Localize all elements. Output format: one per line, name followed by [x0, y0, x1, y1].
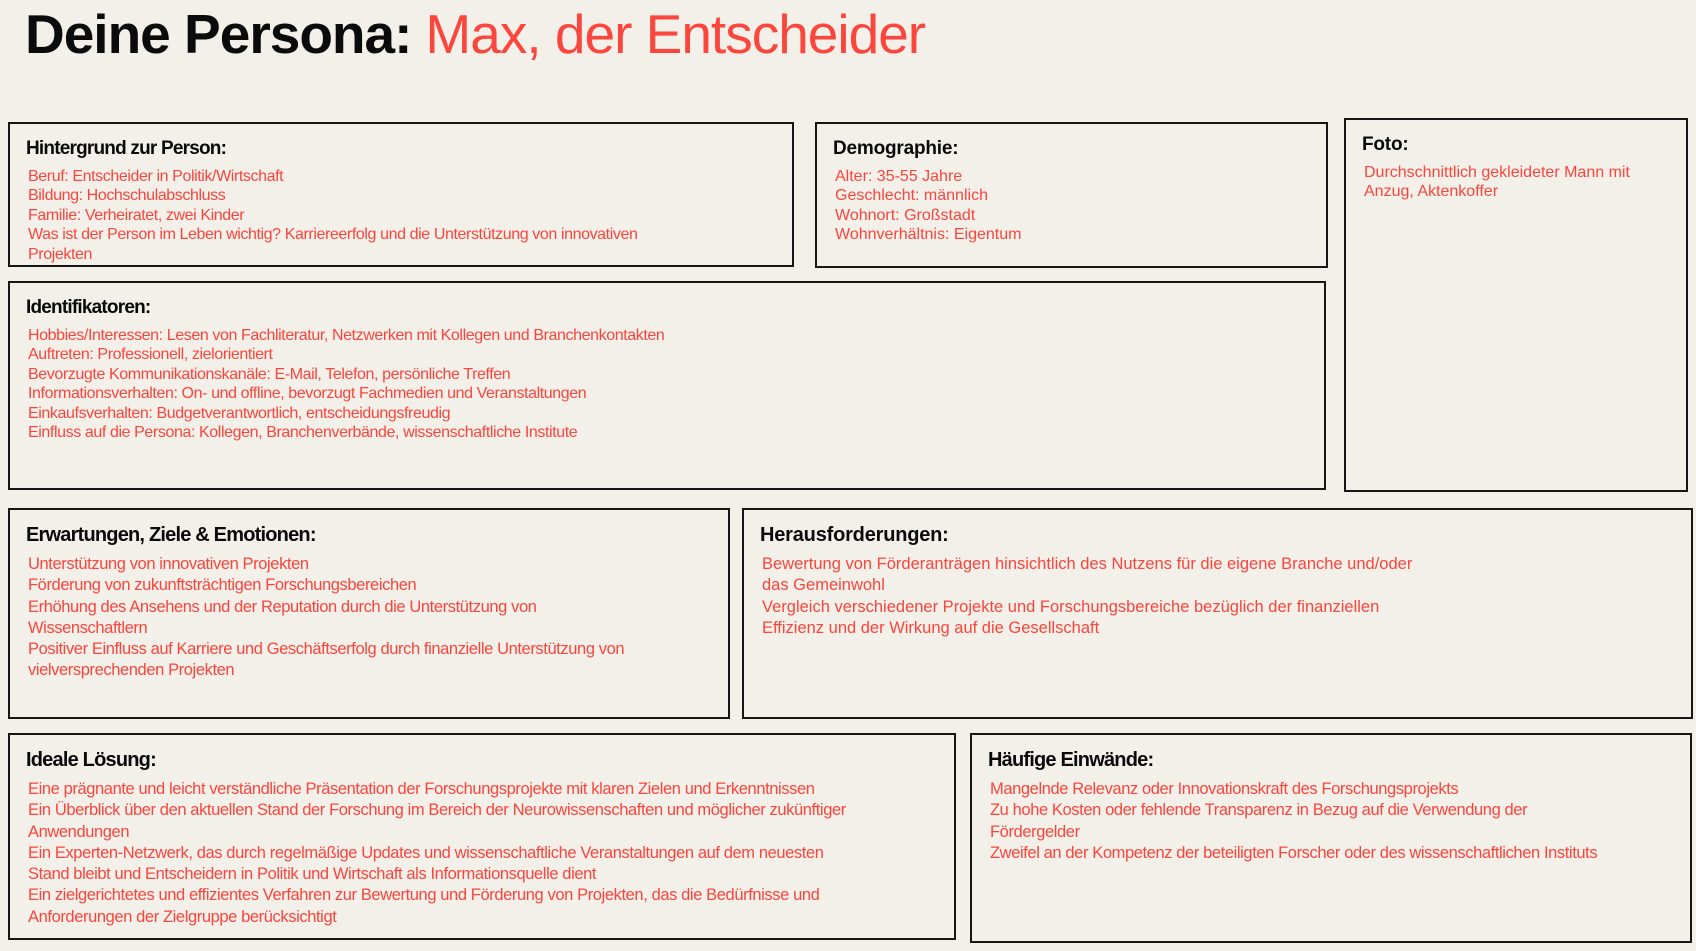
section-demographie [815, 122, 1328, 268]
section-heading-herausforderungen: Herausforderungen: [760, 524, 949, 546]
section-ideale-loesung [8, 733, 956, 940]
section-hintergrund [8, 122, 794, 267]
section-body-herausforderungen: Bewertung von Förderanträgen hinsichtlich des Nutzens für die eigene Branche und/oder das Gemeinwohl Vergleich verschiedener Projekte und Forschungsbereiche bezüglich der finanziellen Effizienz und der Wirkung auf die Gesellschaft [762, 555, 1413, 637]
section-identifikatoren [8, 281, 1326, 490]
section-body-foto: Durchschnittlich gekleideter Mann mit Anzug, Aktenkoffer [1364, 164, 1630, 201]
section-body-ideale-loesung: Eine prägnante und leicht verständliche Präsentation der Forschungsprojekte mit klaren Zielen und Erkenntnissen Ein Überblick über den aktuellen Stand der Forschung im Bereich der Neurowissenschaften und möglicher zukünftiger Anwendungen Ein Experten-Netzwerk, das durch regelmäßige Updates und wissenschaftliche Veranstaltungen auf dem neuesten Stand bleibt und Entscheidern in Politik und Wirtschaft als Informationsquelle dient Ein zielgerichtetes und effizientes Verfahren zur Bewertung und Förderung von Projekten, das die Bedürfnisse und Anforderungen der Zielgruppe berücksichtigt [28, 780, 846, 926]
section-body-erwartungen: Unterstützung von innovativen Projekten Förderung von zukunftsträchtigen Forschungsbereichen Erhöhung des Ansehens und der Reputation durch die Unterstützung von Wissenschaftlern Positiver Einfluss auf Karriere und Geschäftserfolg durch finanzielle Unterstützung von vielversprechenden Projekten [28, 555, 625, 680]
page-title [25, 2, 925, 67]
section-body-haeufige-einwaende: Mangelnde Relevanz oder Innovationskraft des Forschungsprojekts Zu hohe Kosten oder fehlende Transparenz in Bezug auf die Verwendung der Fördergelder Zweifel an der Kompetenz der beteiligten Forscher oder des wissenschaftlichen Instituts [990, 780, 1598, 862]
section-heading-ideale-loesung: Ideale Lösung: [26, 749, 156, 771]
section-body-identifikatoren: Hobbies/Interessen: Lesen von Fachliteratur, Netzwerken mit Kollegen und Branchenkontakten Auftreten: Professionell, zielorientiert Bevorzugte Kommunikationskanäle: E-Mail, Telefon, persönliche Treffen Informationsverhalten: On- und offline, bevorzugt Fachmedien und Veranstaltungen Einkaufsverhalten: Budgetverantwortlich, entscheidungsfreudig Einfluss auf die Persona: Kollegen, Branchenverbände, wissenschaftliche Institute [28, 327, 665, 442]
section-haeufige-einwaende [970, 733, 1692, 943]
section-foto [1344, 118, 1688, 492]
persona-name: Max, der Entscheider [425, 3, 926, 65]
section-heading-haeufige-einwaende: Häufige Einwände: [988, 749, 1154, 771]
section-body-demographie: Alter: 35-55 Jahre Geschlecht: männlich Wohnort: Großstadt Wohnverhältnis: Eigentum [835, 168, 1022, 244]
section-body-hintergrund: Beruf: Entscheider in Politik/Wirtschaft Bildung: Hochschulabschluss Familie: Verheiratet, zwei Kinder Was ist der Person im Leben wichtig? Karriereerfolg und die Unterstützung von innovativen Projekten [28, 168, 638, 263]
section-herausforderungen [742, 508, 1693, 719]
page-title-prefix: Deine Persona: [25, 3, 412, 65]
section-heading-foto: Foto: [1362, 134, 1409, 155]
section-heading-erwartungen: Erwartungen, Ziele & Emotionen: [26, 524, 316, 546]
section-heading-hintergrund: Hintergrund zur Person: [26, 138, 227, 159]
section-erwartungen [8, 508, 730, 719]
section-heading-identifikatoren: Identifikatoren: [26, 297, 151, 318]
section-heading-demographie: Demographie: [833, 138, 959, 159]
